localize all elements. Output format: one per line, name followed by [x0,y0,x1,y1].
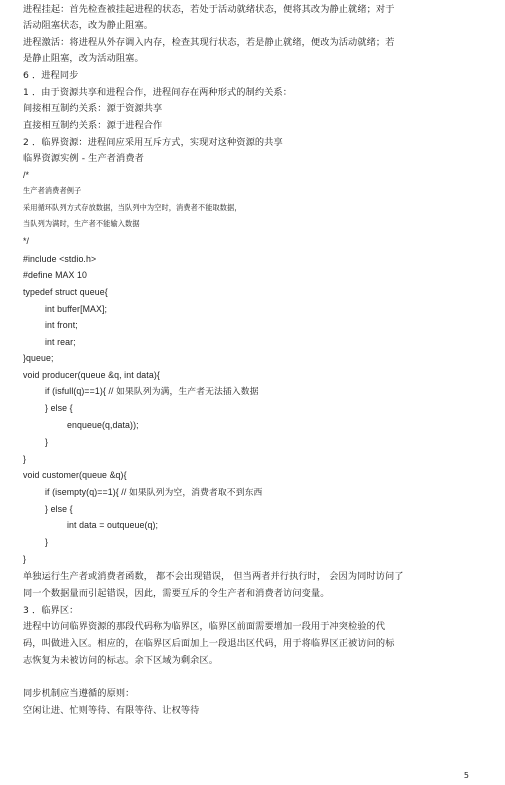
code-line: int front; [45,320,78,330]
code-line: void customer(queue &q){ [23,470,127,480]
code-line: } [23,554,27,564]
paragraph-line: 进程中访问临界资源的那段代码称为临界区，临界区前面需要增加一段用于冲突检验的代 [23,621,386,632]
code-line: } [45,537,49,547]
code-line: if (isempty(q)==1){ // 如果队列为空，消费者取不到东西 [45,487,263,497]
code-comment-line: 当队列为满时，生产者不能输入数据 [23,219,140,228]
paragraph-line: 是静止阻塞，改为活动阻塞。 [23,53,144,64]
page-number: 5 [463,771,469,780]
code-line: } else { [45,504,73,514]
paragraph-line: 进程激活：将进程从外存调入内存，检查其现行状态，若是静止就绪，便改为活动就绪；若 [23,37,395,48]
paragraph-line: 活动阻塞状态，改为静止阻塞。 [23,20,154,31]
paragraph-line: 同步机制应当遵循的原则： [23,688,135,699]
paragraph-line: 单独运行生产者或消费者函数， 都不会出现错误， 但当两者并行执行时， 会因为同时访问了 [23,571,404,582]
paragraph-line: 间接相互制约关系：源于资源共享 [23,103,163,114]
code-line: /* [23,170,30,180]
code-line: typedef struct queue{ [23,287,108,297]
paragraph-line: 2 ．临界资源：进程间应采用互斥方式，实现对这种资源的共享 [23,137,283,148]
code-line: }queue; [23,353,54,363]
paragraph-line: 直接相互制约关系：源于进程合作 [23,120,163,131]
code-line: #include <stdio.h> [23,254,97,264]
paragraph-line: 临界资源实例 - 生产者消费者 [23,153,144,164]
code-line: int buffer[MAX]; [45,304,108,314]
code-line: */ [23,236,30,246]
paragraph-line: 进程挂起：首先检查被挂起进程的状态，若处于活动就绪状态，便将其改为静止就绪；对于 [23,4,395,15]
paragraph-line: 空闲让进、忙则等待、有限等待、让权等待 [23,705,200,716]
code-line: } else { [45,403,73,413]
code-line: #define MAX 10 [23,270,87,280]
code-line: if (isfull(q)==1){ // 如果队列为满，生产者无法插入数据 [45,386,259,396]
code-line: void producer(queue &q, int data){ [23,370,160,380]
code-line: enqueue(q,data)); [67,420,139,430]
code-line: } [45,437,49,447]
code-comment-line: 生产者消费者例子 [23,186,82,195]
section-heading: 6 ．进程同步 [23,70,79,81]
code-comment-line: 采用循环队列方式存放数据，当队列中为空时，消费者不能取数据， [23,203,242,212]
paragraph-line: 志恢复为未被访问的标志。余下区域为剩余区。 [23,655,219,666]
section-heading: 3 ．临界区： [23,605,79,616]
code-line: int data = outqueue(q); [67,520,159,530]
paragraph-line: 1 ．由于资源共享和进程合作，进程间存在两种形式的制约关系： [23,87,293,98]
code-line: int rear; [45,337,76,347]
paragraph-line: 码，叫做进入区。相应的，在临界区后面加上一段退出区代码，用于将临界区正被访问的标 [23,638,395,649]
code-line: } [23,454,27,464]
paragraph-line: 同一个数据量而引起错误，因此，需要互斥的令生产者和消费者访问变量。 [23,588,330,599]
